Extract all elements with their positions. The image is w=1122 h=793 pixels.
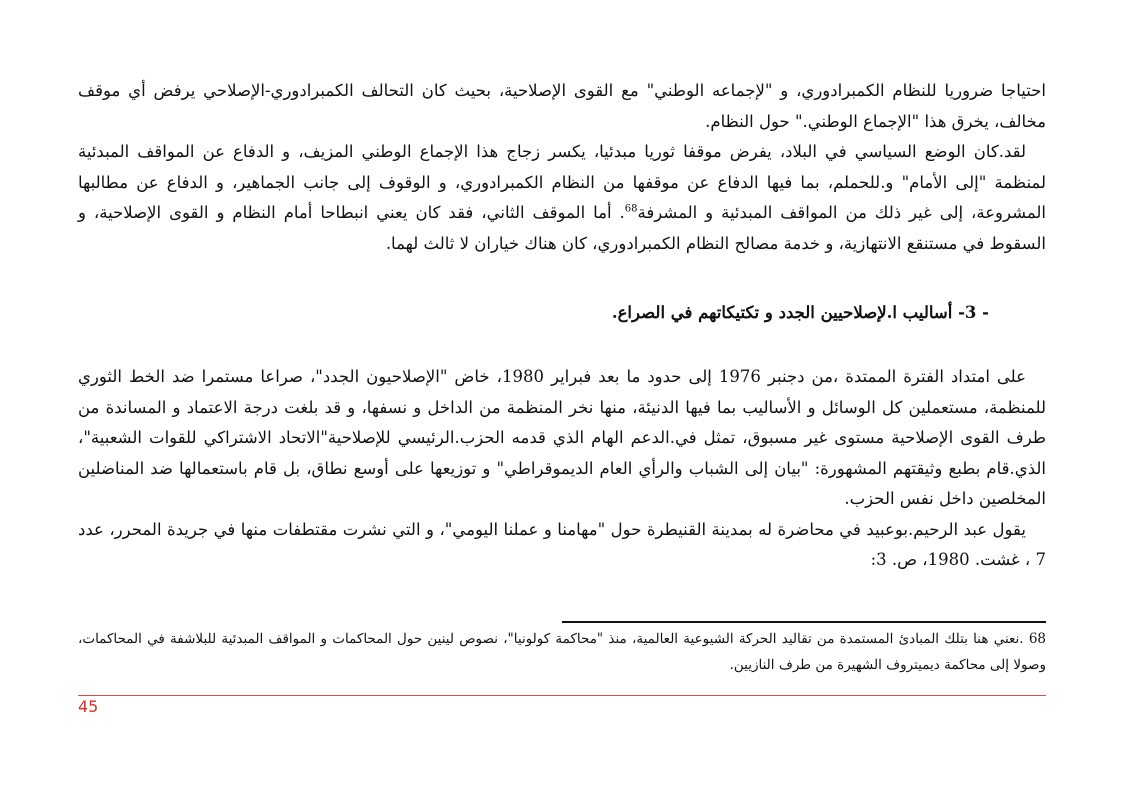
paragraph bbox=[78, 137, 1046, 259]
footnote-separator bbox=[562, 621, 1046, 623]
paragraph: على امتداد الفترة الممتدة ،من دجنبر 1976 إلى حدود ما بعد فبراير 1980، خاض "الإصلاحيون الجدد"، صراعا مستمرا ضد الخط الثوري للمنظمة، مستعملين كل الوسائل و الأساليب بما فيها الدنيئة، منها نخر المنظمة من الداخل و نسفها، و قد بلغت درجة الاعتماد و المساندة من طرف القوى الإصلاحية مستوى غير مسبوق، تمثل في.الدعم الهام الذي قدمه الحزب.الرئيسي للإصلاحية"الاتحاد الاشتراكي للقوات الشعبية"، الذي.قام بطبع وثيقتهم المشهورة: "بيان إلى الشباب والرأي العام الديموقراطي" و توزيعها على أوسع نطاق، بل قام باستعمالها ضد المناضلين المخلصين داخل نفس الحزب. bbox=[78, 367, 1046, 508]
paragraph: احتياجا ضروريا للنظام الكمبرادوري، و "لإجماعه الوطني" مع القوى الإصلاحية، بحيث كان التحالف الكمبرادوري-الإصلاحي يرفض أي موقف مخالف، يخرق هذا "الإجماع الوطني." حول النظام. bbox=[78, 81, 1046, 131]
footer-divider bbox=[78, 695, 1046, 696]
footnote: 68 .نعني هنا بتلك المبادئ المستمدة من تقاليد الحركة الشيوعية العالمية، منذ "محاكمة كولونيا"، نصوص لينين حول المحاكمات و المواقف المبدئية للبلاشفة في المحاكمات، وصولا إلى محاكمة ديميتروف الشهيرة من طرف النازيين. bbox=[78, 631, 1046, 673]
paragraph-text: . أما الموقف الثاني، فقد كان يعني انبطاحا أمام النظام و القوى الإصلاحية، و السقوط في مستنقع الانتهازية، و خدمة مصالح النظام الكمبرادوري، كان هناك خياران لا ثالث لهما. bbox=[78, 203, 1046, 253]
section-heading: - 3- أساليب ا.لإصلاحيين الجدد و تكتيكاتهم في الصراع. bbox=[611, 303, 989, 322]
body-text-section-1 bbox=[78, 76, 1046, 259]
paragraph-text: لقد.كان الوضع السياسي في البلاد، يفرض موقفا ثوريا مبدئيا، يكسر زجاج هذا الإجماع الوطني المزيف، و الدفاع عن المواقف المبدئية لمنظمة "إلى الأمام" و.للحملم، بما فيها الدفاع عن موقفها من النظام الكمبرادوري، و الوقوف إلى جانب الجماهير، و الدفاع عن مطالبها المشروعة، إلى غير ذلك من المواقف المبدئية و المشرفة bbox=[78, 142, 1047, 222]
paragraph: يقول عبد الرحيم.بوعبيد في محاضرة له بمدينة القنيطرة حول "مهامنا و عملنا اليومي"، و التي نشرت مقتطفات منها في جريدة المحرر، عدد 7 ، غشت. 1980، ص. 3: bbox=[78, 519, 1046, 569]
body-text-section-2 bbox=[78, 362, 1046, 576]
footnote-reference[interactable]: 68 bbox=[624, 203, 638, 215]
page-number: 45 bbox=[78, 697, 99, 716]
